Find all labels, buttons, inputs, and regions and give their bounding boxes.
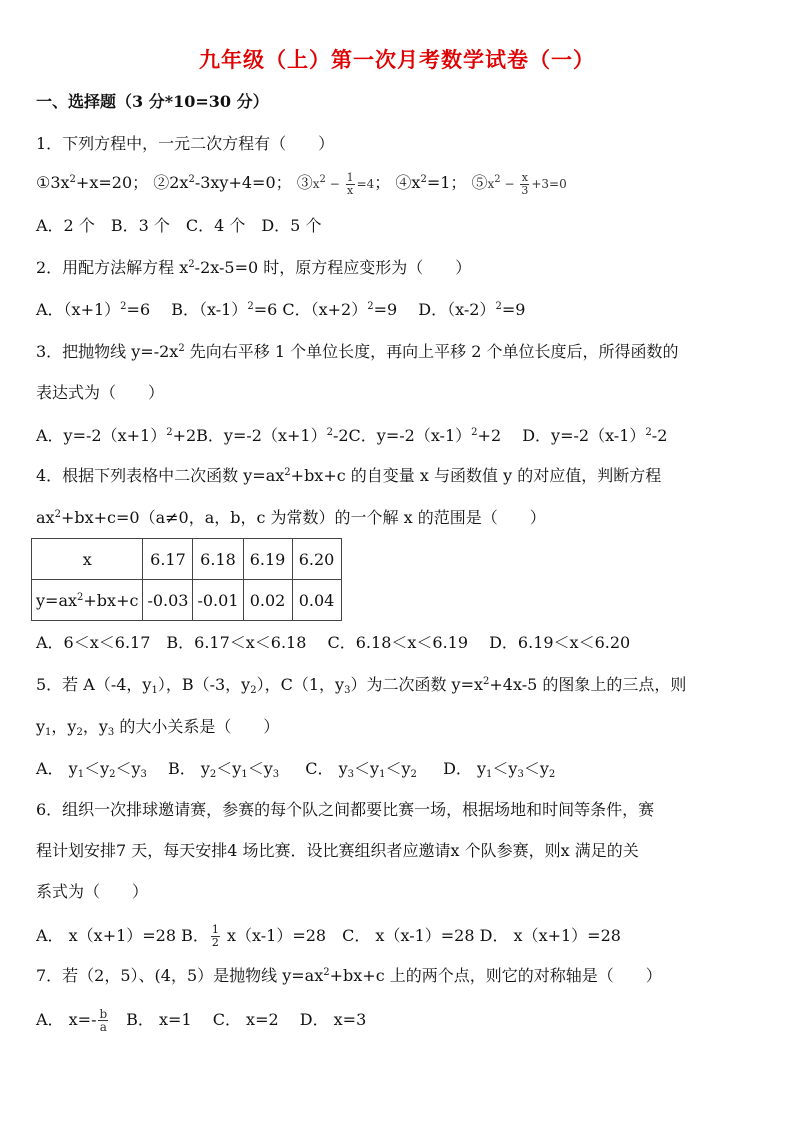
table-cell: 0.02 bbox=[243, 580, 292, 621]
page-title: 九年级（上）第一次月考数学试卷（一） bbox=[199, 47, 595, 72]
table-cell: 0.04 bbox=[292, 580, 341, 621]
table-header-y: $y=ax^2+bx+c$ bbox=[32, 580, 143, 621]
q6-stem-line2: 程计划安排7 天，每天安排4 场比赛．设比赛组织者应邀请x 个队参赛，则x 满足的关 bbox=[36, 841, 639, 860]
table-row bbox=[32, 539, 342, 580]
q1-stem: 1．下列方程中，一元二次方程有（ ） bbox=[36, 134, 335, 153]
table-cell: 6.20 bbox=[292, 539, 341, 580]
q7-options: A． x=- $\frac{b}{a}$ B． x=1 C． x=2 D． x=3 bbox=[36, 1007, 367, 1034]
table-cell: 6.19 bbox=[243, 539, 292, 580]
table-cell: -0.01 bbox=[193, 580, 243, 621]
q2-options: A．$(x+1)^2=6$ B．$(x-1)^2=6$ C．$(x+2)^2=9$ D．$(x-2)^2=9$ bbox=[36, 300, 526, 319]
q3-options: A．$y=-2(x+1)^2+2B$．$y=-2(x+1)^2-2C$．$y=-2(x-1)^2+2$ D．$y=-2(x-1)^2-2$ bbox=[36, 426, 668, 445]
q1-equations: $①3x^2+x=20$； $②2x^2-3xy+4=0$； $③x^2$ − $\frac{1}{x}$ =4； $④x^2=1$； $⑤x^2$ − $\frac{x}{3}$ +3=0 bbox=[36, 171, 567, 197]
table-cell: -0.03 bbox=[143, 580, 193, 621]
table-row bbox=[32, 580, 342, 621]
q4-stem-line2: $ax^2+bx+c=0(a\ne 0$，a，b，c 为常数）的一个解 x 的范围是（ ） bbox=[36, 508, 546, 527]
q6-options: A． x（x+1）=28 B． $\frac{1}{2}$ x（x-1）=28 C． x（x-1）=28 D． x（x+1）=28 bbox=[36, 923, 621, 949]
q1-options: A．2 个 B．3 个 C．4 个 D．5 个 bbox=[36, 216, 322, 235]
q5-stem-line2: $y_1$，$y_2$，$y_3$ 的大小关系是（ ） bbox=[36, 717, 280, 738]
q6-stem-line3: 系式为（ ） bbox=[36, 882, 149, 901]
section-heading: 一、选择题（3 分*10=30 分） bbox=[36, 92, 269, 111]
q4-value-table bbox=[31, 538, 342, 621]
q4-options: A．6＜x＜6.17 B．6.17＜x＜6.18 C．6.18＜x＜6.19 D．6.19＜x＜6.20 bbox=[36, 633, 631, 652]
q4-stem-line1: 4．根据下列表格中二次函数 $y=ax^2+bx+c$ 的自变量 x 与函数值 y 的对应值，判断方程 bbox=[36, 466, 662, 485]
q3-stem-line2: 表达式为（ ） bbox=[36, 383, 165, 402]
q3-stem-line1: 3．把抛物线 $y=-2x^2$ 先向右平移 1 个单位长度，再向上平移 2 个单位长度后，所得函数的 bbox=[36, 342, 679, 361]
q7-stem: 7．若（2，5）、(4，5）是抛物线 $y=ax^2+bx+c$ 上的两个点，则它的对称轴是（ ） bbox=[36, 966, 662, 985]
table-header-x: x bbox=[32, 539, 143, 580]
q6-stem-line1: 6．组织一次排球邀请赛，参赛的每个队之间都要比赛一场，根据场地和时间等条件，赛 bbox=[36, 800, 655, 819]
q5-stem-line1: 5．若 A（-4，$y_1$），B（-3，$y_2$），C（1，$y_3$）为二次函数 $y=x^2+4x-5$ 的图象上的三点，则 bbox=[36, 675, 687, 696]
q5-options: A． $y_1<y_2<y_3$ B． $y_2<y_1<y_3$ C． $y_3<y_1<y_2$ D． $y_1<y_3<y_2$ bbox=[36, 759, 556, 780]
q2-stem: 2．用配方法解方程 $x^2-2x-5=0$ 时，原方程应变形为（ ） bbox=[36, 258, 472, 277]
table-cell: 6.17 bbox=[143, 539, 193, 580]
table-cell: 6.18 bbox=[193, 539, 243, 580]
